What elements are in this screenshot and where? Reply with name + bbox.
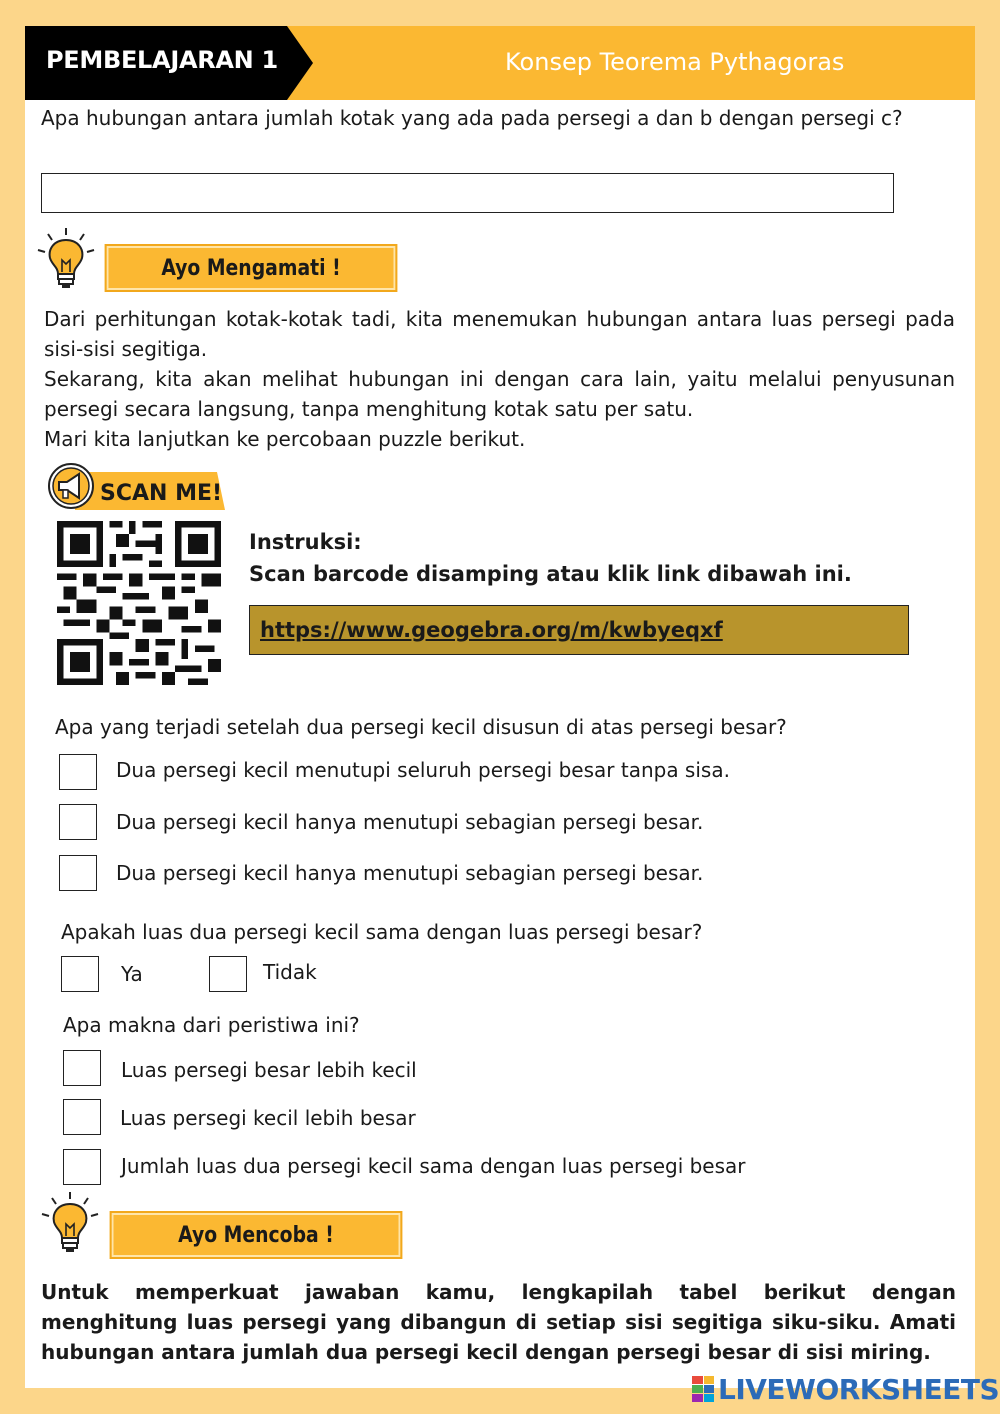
q3-option-2-label: Luas persegi kecil lebih besar xyxy=(120,1106,416,1130)
observe-paragraph-3: Mari kita lanjutkan ke percobaan puzzle berikut. xyxy=(44,427,526,451)
liveworksheets-watermark xyxy=(692,1372,999,1406)
q3-option-1-checkbox[interactable] xyxy=(63,1050,101,1086)
qr-code[interactable] xyxy=(57,521,221,685)
q3-option-3-checkbox[interactable] xyxy=(63,1149,101,1185)
try-instructions: Untuk memperkuat jawaban kamu, lengkapilah tabel berikut dengan menghitung luas persegi yang dibangun di setiap sisi segitiga siku-siku. Amati hubungan antara jumlah dua persegi kecil dengan persegi besar di sisi miring. xyxy=(41,1280,956,1364)
liveworksheets-text: LIVEWORKSHEETS xyxy=(718,1372,1000,1406)
question-2: Apakah luas dua persegi kecil sama dengan luas persegi besar? xyxy=(61,920,703,944)
observe-banner: Ayo Mengamati ! xyxy=(105,244,398,292)
q3-option-2-checkbox[interactable] xyxy=(63,1099,101,1135)
scan-me-text: SCAN ME! xyxy=(100,481,223,506)
scan-me-badge xyxy=(45,460,225,512)
question-3: Apa makna dari peristiwa ini? xyxy=(63,1013,360,1037)
observe-paragraph-1: Dari perhitungan kotak-kotak tadi, kita menemukan hubungan antara luas persegi pada sisi-sisi segitiga. xyxy=(44,307,955,361)
q2-no-label: Tidak xyxy=(263,960,317,984)
instruction-text: Scan barcode disamping atau klik link dibawah ini. xyxy=(249,562,852,586)
q2-no-checkbox[interactable] xyxy=(209,956,247,992)
q1-option-2-label: Dua persegi kecil hanya menutupi sebagian persegi besar. xyxy=(116,810,704,834)
q1-option-1-label: Dua persegi kecil menutupi seluruh persegi besar tanpa sisa. xyxy=(116,758,730,782)
lesson-title: PEMBELAJARAN 1 xyxy=(46,46,278,74)
topic-title: Konsep Teorema Pythagoras xyxy=(505,48,845,76)
q2-yes-checkbox[interactable] xyxy=(61,956,99,992)
q2-yes-label: Ya xyxy=(121,962,143,986)
worksheet-page xyxy=(25,26,975,1388)
q3-option-3-label: Jumlah luas dua persegi kecil sama dengan luas persegi besar xyxy=(121,1154,746,1178)
q1-option-3-checkbox[interactable] xyxy=(59,855,97,891)
q1-option-3-label: Dua persegi kecil hanya menutupi sebagian persegi besar. xyxy=(116,861,704,885)
observe-paragraph-2: Sekarang, kita akan melihat hubungan ini dengan cara lain, yaitu melalui penyusunan persegi secara langsung, tanpa menghitung kotak satu per satu. xyxy=(44,367,955,421)
instruction-label: Instruksi: xyxy=(249,530,362,554)
q1-option-2-checkbox[interactable] xyxy=(59,804,97,840)
answer-input[interactable] xyxy=(41,173,894,213)
geogebra-link[interactable]: https://www.geogebra.org/m/kwbyeqxf xyxy=(260,618,723,642)
liveworksheets-logo-icon xyxy=(692,1376,714,1402)
lightbulb-icon xyxy=(34,226,98,290)
link-box xyxy=(249,605,909,655)
question-relationship: Apa hubungan antara jumlah kotak yang ada pada persegi a dan b dengan persegi c? xyxy=(41,106,903,130)
q1-option-1-checkbox[interactable] xyxy=(59,754,97,790)
lightbulb-icon xyxy=(38,1190,102,1254)
question-1: Apa yang terjadi setelah dua persegi kecil disusun di atas persegi besar? xyxy=(55,715,787,739)
q3-option-1-label: Luas persegi besar lebih kecil xyxy=(121,1058,417,1082)
try-banner: Ayo Mencoba ! xyxy=(110,1211,403,1259)
